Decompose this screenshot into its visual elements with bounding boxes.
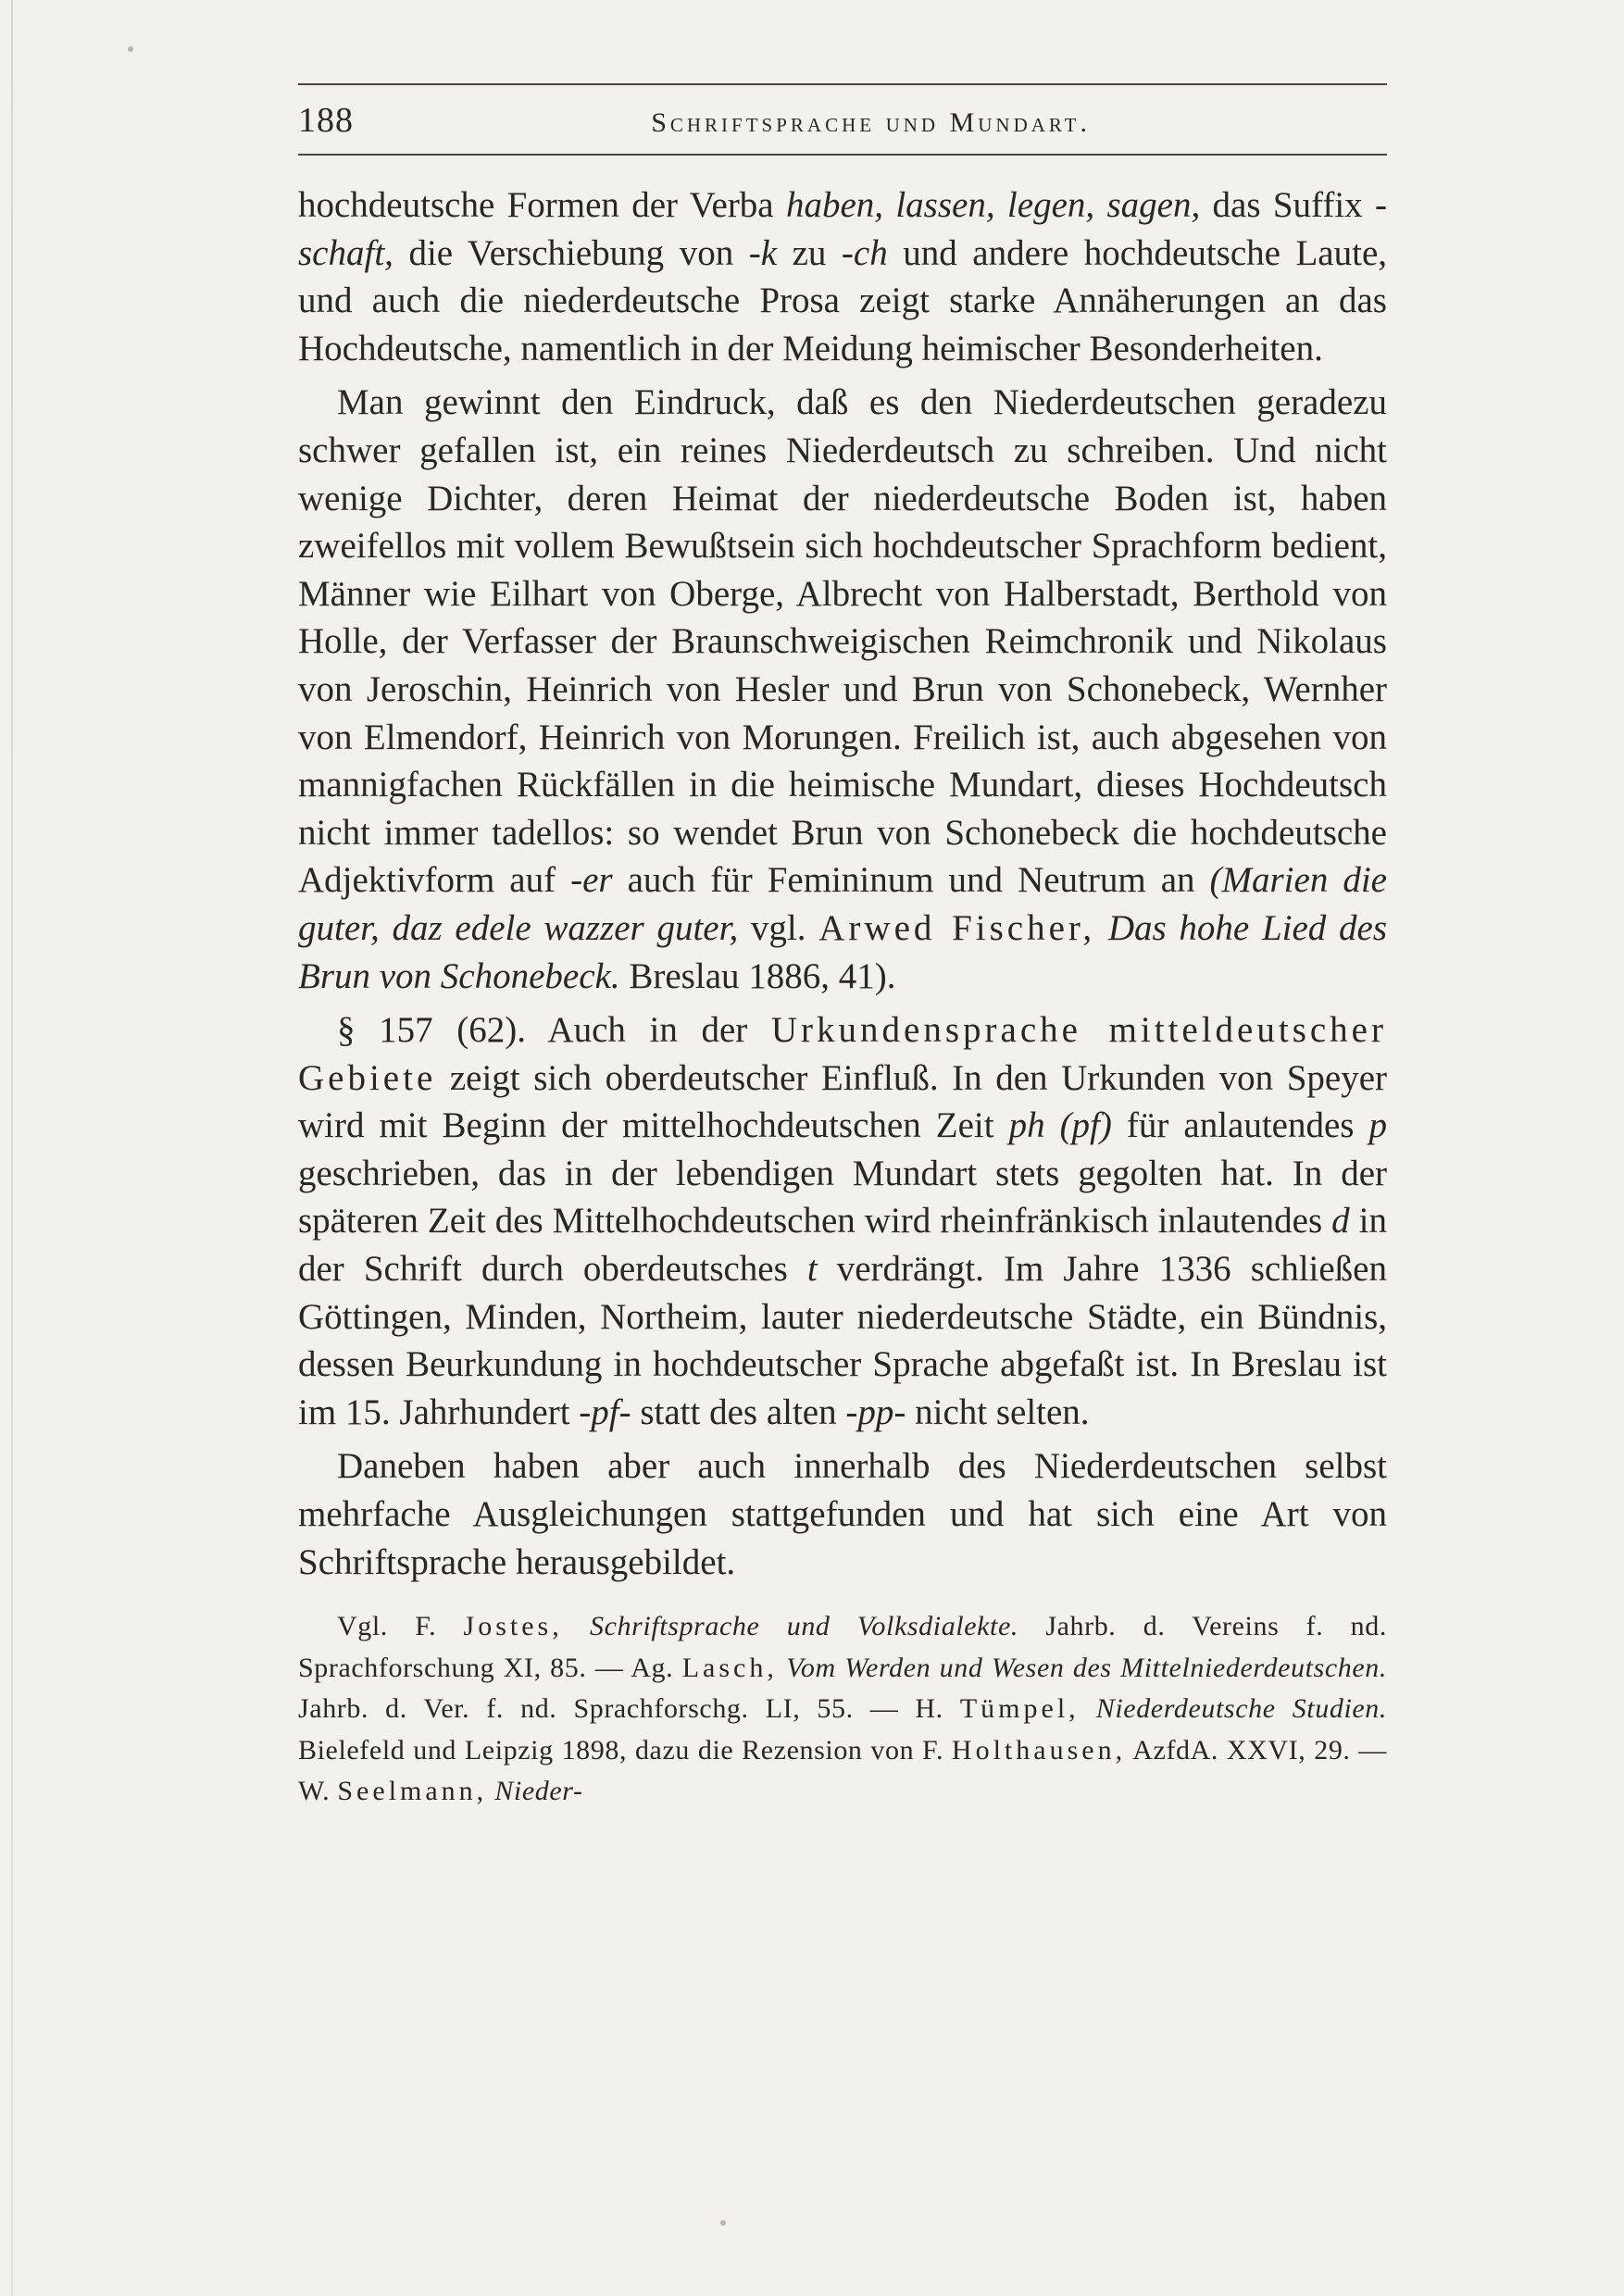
text-run: in der Schrift durch oberdeutsches [298, 1201, 1387, 1290]
spaced-name: Seelmann, [337, 1776, 488, 1807]
text-run: Vgl. F. [337, 1611, 464, 1642]
header-rule-bottom [298, 154, 1387, 156]
paper-speck [720, 2220, 726, 2226]
text-run: AzfdA. XXVI, 29. — W. [298, 1734, 1387, 1807]
text-run: verdrängt. Im Jahre 1336 schließen Göttingen, Minden, Northeim, lauter niederdeutsche Städte, ein Bündnis, dessen Beurkundung in hochdeutscher Sprache abgefaßt ist. In Breslau ist im 15. Jahrhundert [298, 1249, 1387, 1432]
text-run: Jahrb. d. Vereins f. nd. Sprachforschung XI, 85. — Ag. [298, 1611, 1387, 1683]
text-run [563, 1611, 590, 1641]
italic-text: Vom Werden und Wesen des Mittelniederdeutschen. [786, 1652, 1387, 1683]
italic-text: -ch [841, 232, 888, 273]
text-run: Man gewinnt den Eindruck, daß es den Niederdeutschen geradezu schwer gefallen ist, ein reines Niederdeutsch zu schreiben. Und nicht wenige Dichter, deren Heimat der niederdeutsche Boden ist, haben zweifellos mit vollem Bewußtsein sich hochdeutscher Sprachform bedient, Männer wie Eilhart von Oberge, Albrecht von Halberstadt, Berthold von Holle, der Verfasser der Braunschweigischen Reimchronik und Nikolaus von Jeroschin, Heinrich von Hesler und Brun von Schonebeck, Wernher von Elmendorf, Heinrich von Morungen. Freilich ist, auch abgesehen von mannigfachen Rückfällen in die heimische Mundart, dieses Hochdeutsch nicht immer tadellos: so wendet Brun von Schonebeck die hochdeutsche Adjektivform auf [298, 382, 1387, 901]
italic-text: haben, lassen, legen, sagen, [785, 185, 1201, 225]
spaced-name: Arwed Fischer, [818, 907, 1096, 948]
italic-text: -pf- [579, 1391, 631, 1432]
paragraph-4 [298, 1442, 1387, 1586]
italic-text: -k [748, 232, 778, 273]
text-run: Jahrb. d. Ver. f. nd. Sprachforschg. LI, 55. — H. [298, 1693, 960, 1725]
text-run: zeigt sich oberdeutscher Einfluß. In den Urkunden von Speyer wird mit Beginn der mittelhochdeutschen Zeit [298, 1057, 1387, 1146]
spaced-name: Urkundensprache mitteldeutscher Gebiete [298, 1010, 1387, 1098]
text-run [1080, 1693, 1096, 1724]
page-header [298, 83, 1387, 156]
italic-text: Nieder- [494, 1776, 583, 1807]
italic-text: -schaft, [298, 185, 1387, 273]
text-run: und andere hochdeutsche Laute, und auch die niederdeutsche Prosa zeigt starke Annäherungen an das Hochdeutsche, namentlich in der Meidung heimischer Besonderheiten. [298, 232, 1388, 368]
text-run: Daneben haben aber auch innerhalb des Niederdeutschen selbst mehrfache Ausgleichungen stattgefunden und hat sich eine Art von Schriftsprache herausgebildet. [298, 1446, 1387, 1582]
italic-text: -er [570, 860, 613, 901]
text-run: auch für Femininum und Neutrum an [612, 860, 1210, 901]
text-run: statt des alten [631, 1391, 846, 1432]
footnote-references [298, 1606, 1387, 1813]
paragraph-2 [298, 379, 1387, 1000]
italic-text: -pp- [845, 1391, 906, 1432]
italic-text: t [806, 1249, 818, 1290]
running-title: Schriftsprache und Mundart. [651, 107, 1091, 138]
text-run: nicht selten. [906, 1391, 1090, 1432]
spaced-name: Tümpel, [959, 1693, 1080, 1725]
text-run: Breslau 1886, 41). [619, 955, 896, 996]
italic-text: Schriftsprache und Volksdialekte. [590, 1611, 1019, 1642]
text-run: zu [777, 232, 842, 273]
paragraph-1 [298, 181, 1387, 372]
italic-text: (Marien die guter, daz edele wazzer guter, [298, 860, 1387, 948]
text-run: § 157 (62). Auch in der [337, 1010, 771, 1051]
paper-speck [128, 46, 133, 52]
header-row [298, 100, 1387, 148]
page-edge [11, 0, 13, 2296]
spaced-name: Jostes, [463, 1611, 563, 1642]
italic-text: Niederdeutsche Studien. [1095, 1693, 1387, 1725]
paragraph-3 [298, 1006, 1387, 1436]
text-run: für anlautendes [1111, 1105, 1369, 1146]
page-number: 188 [298, 101, 354, 140]
text-run: geschrieben, das in der lebendigen Mundart stets gegolten hat. In der späteren Zeit des Mittelhochdeutschen wird rheinfränkisch inlautendes [298, 1153, 1387, 1242]
text-run: vgl. [738, 907, 819, 948]
italic-text: Das hohe Lied des Brun von Schonebeck. [298, 907, 1387, 996]
italic-text: d [1331, 1201, 1350, 1242]
text-run [778, 1653, 786, 1683]
italic-text: ph (pf) [1008, 1105, 1112, 1146]
spaced-name: Lasch, [681, 1652, 778, 1683]
text-run: Bielefeld und Leipzig 1898, dazu die Rezension von F. [298, 1734, 952, 1766]
body-text [298, 181, 1387, 1813]
header-rule-top [298, 83, 1387, 85]
text-run: die Verschiebung von [393, 232, 749, 273]
text-run: hochdeutsche Formen der Verba [298, 185, 786, 225]
italic-text: p [1368, 1105, 1387, 1146]
text-run: das Suffix [1200, 185, 1375, 225]
spaced-name: Holthausen, [951, 1734, 1127, 1766]
text-run [1095, 908, 1108, 948]
